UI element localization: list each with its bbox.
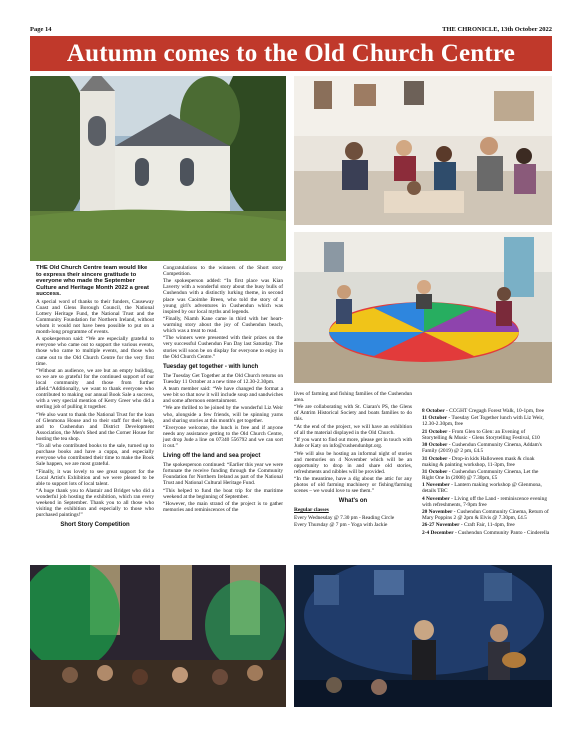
paragraph: The spokesperson added: “In first place was Kian Laverty with a wonderful story about the busy bulls of Cushendun with a distinctly lurking theme, in second place was Caoimhe Breen, who told the story of a young girl's adventures in Cushendun which was inspired by our local myths and legends.	[163, 278, 283, 315]
event-text: - Tuesday Get Together lunch with Liz Weir, 12.30-2.30pm, free	[422, 415, 544, 428]
event-date: 31 October	[422, 455, 448, 462]
paragraph: “We also want to thank the National Trust for the loan of Glenmona House and to their staff for their help, and to Cushendun and District Development Association, the Men's Shed and the Corner House for hosting the tea shop.	[36, 411, 154, 442]
event-text: - Cushendun Community Cinema, Return of Mary Poppins 2 @ 2pm & Elvis @ 7.30pm, £4.5	[422, 509, 549, 522]
paragraph: “If you want to find out more, please get in touch with Jude or Katy on info@cushendunbpt.org.	[294, 437, 412, 450]
paragraph: “Without an audience, we are but an empty building, so we are so grateful for the continued support of our local community and those from further afield.“Additionally, we want to thank everyone who contributed to making our annual Book Sale a success, with a very special mention of Kerry Greer who did a sterling job of pulling it together.	[36, 367, 154, 411]
paragraph: “The winners were presented with their prizes on the very successful Cushendun Fun Day last Saturday. The stories will soon be on display for everyone to enjoy in the Old Church Centre.”	[163, 335, 283, 360]
article-column-1	[36, 265, 154, 531]
subheading: Regular classes	[294, 507, 329, 514]
church-photo	[30, 76, 286, 261]
event-date: 8 October	[422, 408, 445, 414]
event-text: - CCGHT Cregagh Forest Walk, 10-1pm, free	[444, 408, 544, 414]
paragraph: The Tuesday Get Together at the Old Church returns on Tuesday 11 October at a new time of 12.30-2.30pm.	[163, 372, 283, 385]
event-item	[422, 408, 550, 414]
section-heading: Living off the land and sea project	[163, 453, 261, 460]
publication-line: THE CHRONICLE, 13th October 2022	[442, 26, 552, 33]
event-date: 1 November	[422, 482, 450, 489]
paragraph: A spokesperson said: “We are especially grateful to everyone who came out to support the various events, those who came to multiple events, and those who came out to the Old Church Centre for the very first time.	[36, 336, 154, 367]
page-number: Page 14	[30, 26, 52, 33]
event-item	[422, 496, 550, 508]
section-heading: What's on	[338, 498, 368, 505]
event-item	[422, 482, 550, 494]
paragraph: “To all who contributed books to the sale, turned up to purchase books and have a cuppa, and especially everyone who contributed their time to make the Book Sale happen, we are most grateful.	[36, 443, 154, 468]
event-date: 31 October	[422, 468, 448, 475]
paragraph: Every Wednesday @ 7.30 pm - Reading Circle	[294, 514, 395, 521]
event-item	[422, 415, 550, 427]
concert-photo-left	[30, 565, 286, 707]
event-item	[422, 429, 550, 441]
paragraph: “Everyone welcome, the lunch is free and if anyone needs any assistance getting to the Old Church Centre, just drop Jude a line on 07340 556792 and we can sort it out.”	[163, 424, 283, 450]
event-text: - Cushendun Community Cinema, Addam's Family (2019) @ 2 pm, £4.5	[422, 442, 542, 455]
event-text: - Lantern making workshop @ Glenmona, details TBC	[422, 482, 542, 495]
paragraph: “However, the main strand of the project is to gather memories and reminiscences of the	[163, 501, 283, 514]
event-date: 20 November	[422, 509, 453, 516]
events-column	[422, 408, 550, 537]
paragraph: “Finally, it was lovely to see great support for the Local Artist's Exhibition and we were pleased to be able to support lots of local talent.	[36, 468, 154, 487]
section-heading: Tuesday get together - with lunch	[163, 363, 259, 370]
article-column-2	[163, 265, 283, 514]
event-date: 2-4 December	[422, 529, 454, 536]
event-item	[422, 469, 550, 481]
section-heading: Short Story Competition	[60, 522, 130, 529]
paragraph: “At the end of the project, we will have an exhibition of all the material displayed in the Old Church.	[294, 423, 412, 436]
paragraph: A team member said: “We have changed the format a wee bit so that now it will include soup and sandwiches and some afternoon entertainment.	[163, 386, 283, 405]
paragraph: “We will also be hosting an informal night of stories and memories on 4 November which will be an opportunity to drop in and share old stories, refreshments and nibbles will be provided.	[294, 450, 412, 475]
event-date: 21 October	[422, 428, 448, 435]
events-list	[422, 408, 550, 536]
paragraph: lives of farming and fishing families of the Cushendun area.	[294, 391, 412, 404]
event-text: - Cushendun Community Cinema, Let the Right One In (2008) @ 7.30pm, £5	[422, 468, 539, 481]
event-item	[422, 522, 550, 528]
event-text: - From Glen to Glen: an Evening of Storytelling & Music - Glens Storytelling Festival, £10	[422, 428, 540, 441]
paragraph: “Finally, Niamh Kane came in third with her heart-warming story about the joy of Cushendun beach, which was a treat to read.	[163, 315, 283, 335]
paragraph: “We are collaborating with St. Ciaran's PS, the Glens of Antrim Historical Society and boats families to do this.	[294, 404, 412, 423]
page-header	[30, 26, 552, 36]
event-item	[422, 509, 550, 521]
event-text: - Craft Fair, 11-4pm, free	[459, 522, 515, 529]
paragraph: “A huge thank you to Alastair and Bridget who did a wonderful job hosting the exhibition, which ran every weekend in September. Thank you to all those who visiting the exhibition and especially to those who purchased paintings!”	[36, 487, 154, 519]
event-text: - Drop-in kids Halloween mask & cloak making & painting workshop, 11-3pm, free	[422, 455, 535, 468]
paragraph: “This helped to fund the boat trip for the maritime weekend at the beginning of September.	[163, 487, 283, 500]
event-text: - Cushendun Community Panto - Cinderella	[453, 529, 550, 536]
event-date: 30 October	[422, 442, 448, 449]
event-date: 4 November	[422, 495, 450, 502]
event-date: 26-27 November	[422, 522, 460, 529]
event-item	[422, 530, 550, 536]
paragraph: Congratulations to the winners of the Short story Competition.	[163, 265, 283, 278]
event-item	[422, 456, 550, 468]
storytelling-photo	[294, 76, 552, 225]
paragraph: “We are thrilled to be joined by the wonderful Liz Weir who, alongside a few friends, will be spinning yarns and sharing stories at this month's get together.	[163, 405, 283, 424]
event-text: - Living off the Land - reminiscence evening with refreshments, 7-9pm free	[422, 495, 547, 508]
paragraph: Every Thursday @ 7 pm - Yoga with Jackie	[294, 521, 388, 528]
event-date: 11 October	[422, 415, 448, 422]
event-item	[422, 442, 550, 454]
article-column-3	[294, 391, 412, 529]
headline: Autumn comes to the Old Church Centre	[66, 40, 516, 67]
headline-banner	[30, 36, 552, 71]
paragraph: “In the meantime, have a dig about the attic for any photos of old farming machinery or fishing/farming scenes – we would love to see them.”	[294, 476, 412, 495]
article-lead: THE Old Church Centre team would like to express their sincere gratitude to everyone who made the September Culture and Heritage Month 2022 a great success.	[36, 265, 149, 297]
concert-photo-right	[294, 565, 552, 707]
parachute-photo	[294, 232, 552, 383]
paragraph: The spokesperson continued: “Earlier this year we were fortunate the receive funding through the Community Foundation for Northern Ireland as part of the National Trust and National Cultural Heritage Fund.	[163, 462, 283, 487]
paragraph: A special word of thanks to their funders, Causeway Coast and Glens Borough Council, the National Lottery Heritage Fund, the National Trust and the Community Foundation for Northern Ireland, without whom it would not have been possible to put on a month-long programme of events.	[36, 298, 154, 336]
